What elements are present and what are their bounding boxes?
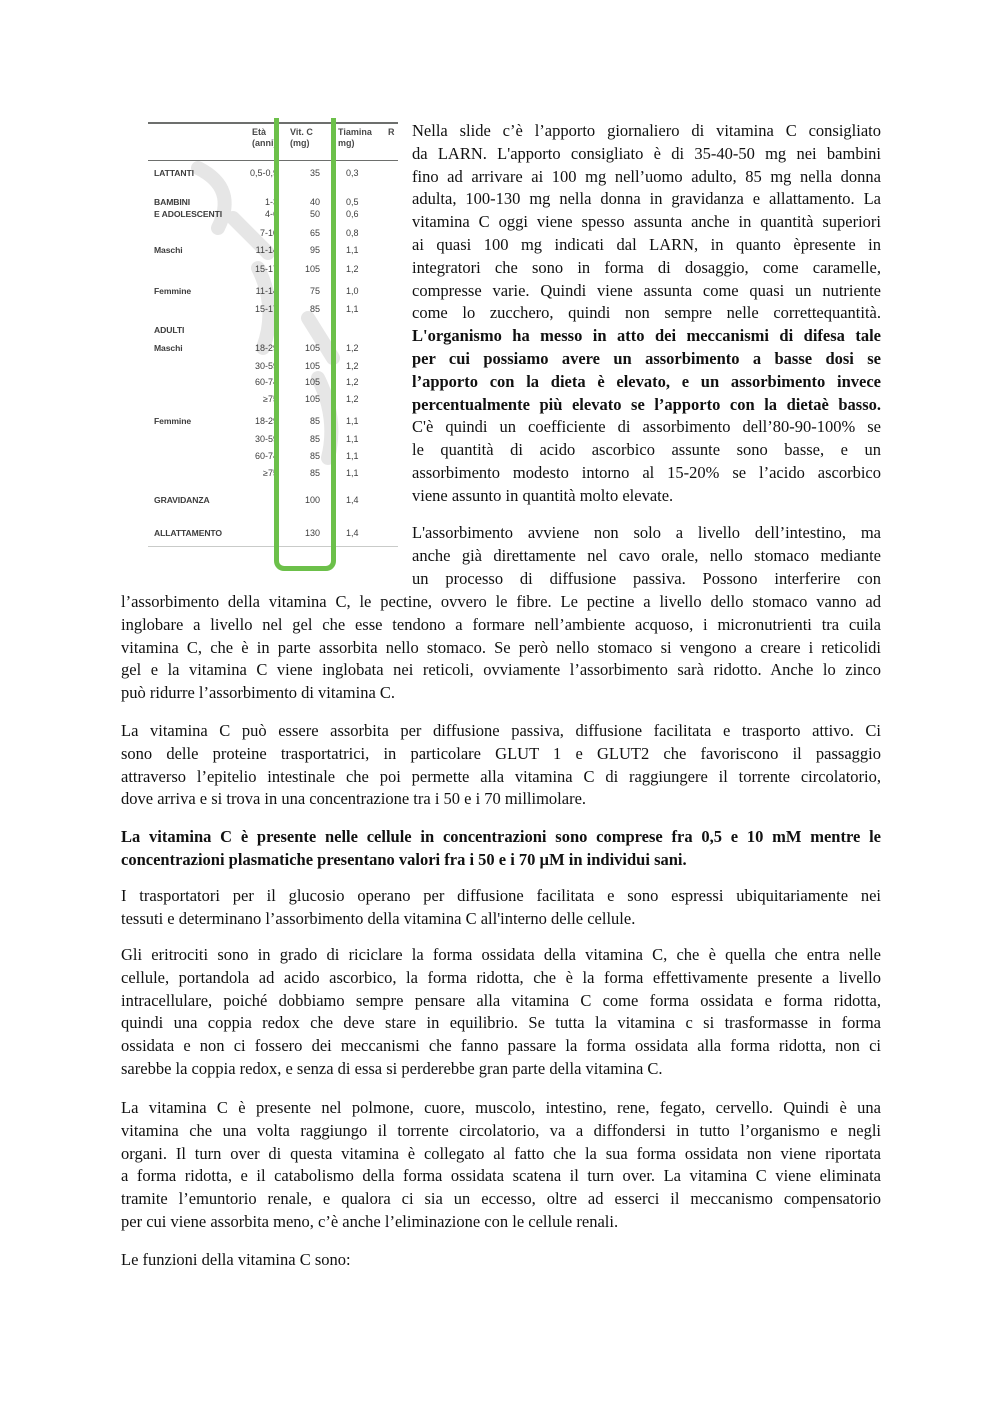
- tiamina-cell: 1,2: [346, 377, 359, 387]
- text-line: intracellulare, poiché dobbiamo sempre pensare alla vitamina C come forma ossidata e forma ridotta,: [121, 990, 881, 1010]
- age-cell: 11-14: [255, 286, 278, 296]
- text-line: inglobare a livello nel gel che esse tendono a formare nell’ambiente acquoso, i micronutrienti tra cuila: [121, 614, 881, 634]
- age-cell: 60-74: [254, 377, 278, 387]
- age-cell: 30-59: [254, 361, 278, 371]
- text-line: gel e la vitamina C viene inglobata nei reticoli, ovviamente l’assorbimento sarà ridotto. Anche lo zinco: [121, 660, 881, 680]
- text-line: Gli eritrociti sono in grado di riciclare la forma ossidata della vitamina C, che è quella che entra nelle: [121, 945, 881, 964]
- paragraph-functions-intro: [121, 1249, 881, 1272]
- paragraph-larn-intake: [412, 120, 881, 508]
- age-cell: 18-29: [254, 343, 278, 353]
- vitc-cell: 85: [309, 304, 320, 314]
- tiamina-cell: 1,0: [346, 286, 359, 296]
- age-cell: 15-17: [254, 304, 278, 314]
- vitc-cell: 85: [309, 451, 320, 461]
- vitc-cell: 105: [304, 394, 320, 404]
- p2-narrow-lines: [412, 522, 881, 590]
- text-line: come lo zucchero, quindi non sempre nelle correttequantità.: [412, 303, 881, 323]
- text-line: ossidata e non ci fossero dei meccanismi che fanno passare la forma ossidata alla forma ridotta, non ci: [121, 1036, 881, 1056]
- text-line: viene assunto in quantità molto elevate.: [412, 485, 674, 505]
- paragraph-distribution: [121, 1097, 881, 1234]
- vitc-cell: 85: [309, 416, 320, 426]
- age-cell: 18-29: [254, 416, 278, 426]
- text-line: fino ad arrivare ai 100 mg nell’uomo adulto, 85 mg nella donna: [412, 166, 881, 186]
- age-cell: 4-6: [264, 209, 278, 219]
- tiamina-cell: 0,8: [346, 228, 359, 238]
- text-line: integratori che sono in forma di dosaggio, come caramelle,: [412, 257, 881, 277]
- p1-lines: [412, 120, 881, 325]
- header-r: R: [388, 127, 395, 137]
- p2-wide-lines: [121, 591, 881, 705]
- tiamina-cell: 1,4: [346, 528, 359, 538]
- text-line: La vitamina C può essere assorbita per diffusione passiva, diffusione facilitata e trasporto attivo. Ci: [121, 721, 881, 740]
- row-label: Femmine: [154, 416, 192, 426]
- vitc-cell: 65: [309, 228, 320, 238]
- vitc-cell: 130: [304, 528, 320, 538]
- tiamina-cell: 1,1: [346, 468, 359, 478]
- text-line: La vitamina C è presente nelle cellule in concentrazioni sono comprese fra 0,5 e 10 mM mentre le: [121, 827, 881, 846]
- row-label: LATTANTI: [154, 168, 194, 178]
- vitc-cell: 105: [304, 264, 320, 274]
- tiamina-cell: 1,2: [346, 264, 359, 274]
- header-tiamina: Tiamina mg): [338, 127, 372, 148]
- vitc-cell: 85: [309, 468, 320, 478]
- vitc-cell: 35: [309, 168, 320, 178]
- tiamina-cell: 0,6: [346, 209, 359, 219]
- paragraph-glucose-transporters: [121, 885, 881, 931]
- tiamina-cell: 1,4: [346, 495, 359, 505]
- row-label: Maschi: [154, 245, 183, 255]
- age-cell: ≥75: [263, 468, 278, 478]
- vitc-cell: 105: [304, 377, 320, 387]
- age-cell: 15-17: [254, 264, 278, 274]
- age-cell: 60-74: [254, 451, 278, 461]
- tiamina-cell: 1,2: [346, 394, 359, 404]
- text-line: un processo di diffusione passiva. Possono interferire con: [412, 568, 881, 588]
- p8-lines: [121, 1249, 881, 1272]
- text-line: l’apporto con la dieta è elevato, e un assorbimento invece: [412, 371, 881, 391]
- row-label: BAMBINI: [154, 197, 191, 207]
- row-label: Femmine: [154, 286, 192, 296]
- p5-lines: [121, 885, 881, 931]
- text-line: sono delle proteine trasportatrici, in particolare GLUT 1 e GLUT2 che favoriscono il passaggio: [121, 743, 881, 763]
- p6-lines: [121, 944, 881, 1081]
- text-line: anche già direttamente nel cavo orale, nello stomaco mediante: [412, 545, 881, 565]
- text-line: quindi una coppia redox che deve stare in equilibrio. Se tutta la vitamina c si trasformasse in forma: [121, 1013, 881, 1033]
- text-line: le quantità di acido ascorbico assunte sono basse, e un: [412, 440, 881, 460]
- vitc-cell: 75: [309, 286, 320, 296]
- vitc-cell: 95: [309, 245, 320, 255]
- text-line: ai quasi 100 mg indicati dal LARN, in quanto èpresente in: [412, 234, 881, 254]
- text-line: vitamina C, che è in parte assorbita nello stomaco. Se però nello stomaco si vengono a creare i reticolidi: [121, 637, 881, 657]
- header-age: Età (anni): [252, 127, 277, 148]
- age-cell: 11-14: [255, 245, 278, 255]
- text-line: cellule, portandola ad acido ascorbico, la forma ridotta, che è la forma effettivamente presente a livello: [121, 967, 881, 987]
- table-top-rule: [148, 122, 398, 124]
- vitc-cell: 85: [309, 434, 320, 444]
- text-line: C'è quindi un coefficiente di assorbimento dell’80-90-100% se: [412, 417, 881, 437]
- tiamina-cell: 1,1: [346, 304, 359, 314]
- text-line: La vitamina C è presente nel polmone, cuore, muscolo, intestino, rene, fegato, cervello. Quindi è una: [121, 1098, 881, 1117]
- text-line: da LARN. L'apporto consigliato è di 35-40-50 mg nei bambini: [412, 143, 881, 163]
- text-line: vitamina che una volta raggiungo il torrente circolatorio, va a diffondersi in tutto l’organismo e negli: [121, 1120, 881, 1140]
- row-label: E ADOLESCENTI: [154, 209, 223, 219]
- text-line: dove arriva e si trova in una concentrazione tra i 50 e i 70 millimolare.: [121, 789, 587, 809]
- tiamina-cell: 0,3: [346, 168, 359, 178]
- paragraph-absorption-wide: [121, 591, 881, 705]
- paragraph-erythrocytes: [121, 944, 881, 1081]
- text-line: organi. Il turn over di questa vitamina è collegato al fatto che la sua forma ossidata non viene riportata: [121, 1143, 881, 1163]
- paragraph-absorption-narrow: [412, 522, 881, 590]
- p4-lines: [121, 826, 881, 872]
- vitc-cell: 105: [304, 361, 320, 371]
- table-bottom-rule: [148, 546, 398, 547]
- vitc-highlight-frame: [274, 118, 336, 571]
- row-label: ADULTI: [154, 325, 185, 335]
- p7-lines: [121, 1097, 881, 1234]
- text-line: compresse varie. Quindi viene assunta come quasi un nutriente: [412, 280, 881, 300]
- age-cell: 7-10: [259, 228, 278, 238]
- text-line: Nella slide c’è l’apporto giornaliero di vitamina C consigliato: [412, 121, 881, 140]
- text-line: attraverso l’epitelio intestinale che poi permette alla vitamina C di raggiungere il torrente circolatorio,: [121, 766, 881, 786]
- row-label: Maschi: [154, 343, 183, 353]
- text-line: sarebbe la coppia redox, e senza di essa si perderebbe gran parte della vitamina C.: [121, 1058, 663, 1078]
- vitc-cell: 40: [309, 197, 320, 207]
- vitc-cell: 105: [304, 343, 320, 353]
- tiamina-cell: 1,1: [346, 245, 359, 255]
- paragraph-transport: [121, 720, 881, 811]
- text-line: I trasportatori per il glucosio operano per diffusione facilitata e sono espressi ubiquitariamente nei: [121, 886, 881, 905]
- vitc-cell: 50: [309, 209, 320, 219]
- tiamina-cell: 1,1: [346, 434, 359, 444]
- text-line: per cui viene assorbita meno, c’è anche l’eliminazione con le cellule renali.: [121, 1211, 619, 1231]
- text-line: a forma ridotta, e il catabolismo della forma ossidata scatena il turn over. La vitamina C viene eliminata: [121, 1166, 881, 1186]
- p1-end-lines: [412, 416, 881, 507]
- p1-bold-lines: [412, 325, 881, 416]
- p3-lines: [121, 720, 881, 811]
- text-line: l’assorbimento della vitamina C, le pectine, ovvero le fibre. Le pectine a livello dello stomaco vanno ad: [121, 592, 881, 611]
- vitamin-table-image: [148, 118, 398, 580]
- text-line: assorbimento modesto intorno al 15-20% se l’acido ascorbico: [412, 462, 881, 482]
- vitc-cell: 100: [304, 495, 320, 505]
- table-header-rule: [148, 160, 398, 161]
- text-line: può ridurre l’assorbimento di vitamina C.: [121, 683, 396, 703]
- header-vitc: Vit. C (mg): [290, 127, 313, 148]
- text-line: vitamina C oggi viene spesso assunta anche in quantità superiori: [412, 212, 881, 232]
- age-cell: 1-3: [264, 197, 278, 207]
- tiamina-cell: 1,1: [346, 451, 359, 461]
- paragraph-concentrations: [121, 826, 881, 872]
- tiamina-cell: 1,1: [346, 416, 359, 426]
- text-line: L'assorbimento avviene non solo a livello dell’intestino, ma: [412, 523, 881, 542]
- tiamina-cell: 0,5: [346, 197, 359, 207]
- age-cell: 30-59: [254, 434, 278, 444]
- text-line: tramite l’emuntorio renale, e qualora ci sia un eccesso, oltre ad esserci il meccanismo compensatorio: [121, 1189, 881, 1209]
- text-line: concentrazioni plasmatiche presentano valori fra i 50 e i 70 µM in individui sani.: [121, 849, 687, 869]
- text-line: L'organismo ha messo in atto dei meccanismi di difesa tale: [412, 326, 881, 346]
- age-cell: 0,5-0,9: [249, 168, 278, 178]
- text-line: percentualmente più elevato se l’apporto con la dietaè basso.: [412, 394, 881, 414]
- text-line: per cui possiamo avere un assorbimento a basse dosi se: [412, 348, 881, 368]
- text-line: adulta, 100-130 mg nella donna in gravidanza e allattamento. La: [412, 189, 881, 209]
- tiamina-cell: 1,2: [346, 343, 359, 353]
- row-label: GRAVIDANZA: [154, 495, 210, 505]
- tiamina-cell: 1,2: [346, 361, 359, 371]
- text-line: tessuti e determinano l’assorbimento della vitamina C all'interno delle cellule.: [121, 908, 636, 928]
- row-label: ALLATTAMENTO: [154, 528, 223, 538]
- age-cell: ≥75: [263, 394, 278, 404]
- text-line: Le funzioni della vitamina C sono:: [121, 1250, 351, 1269]
